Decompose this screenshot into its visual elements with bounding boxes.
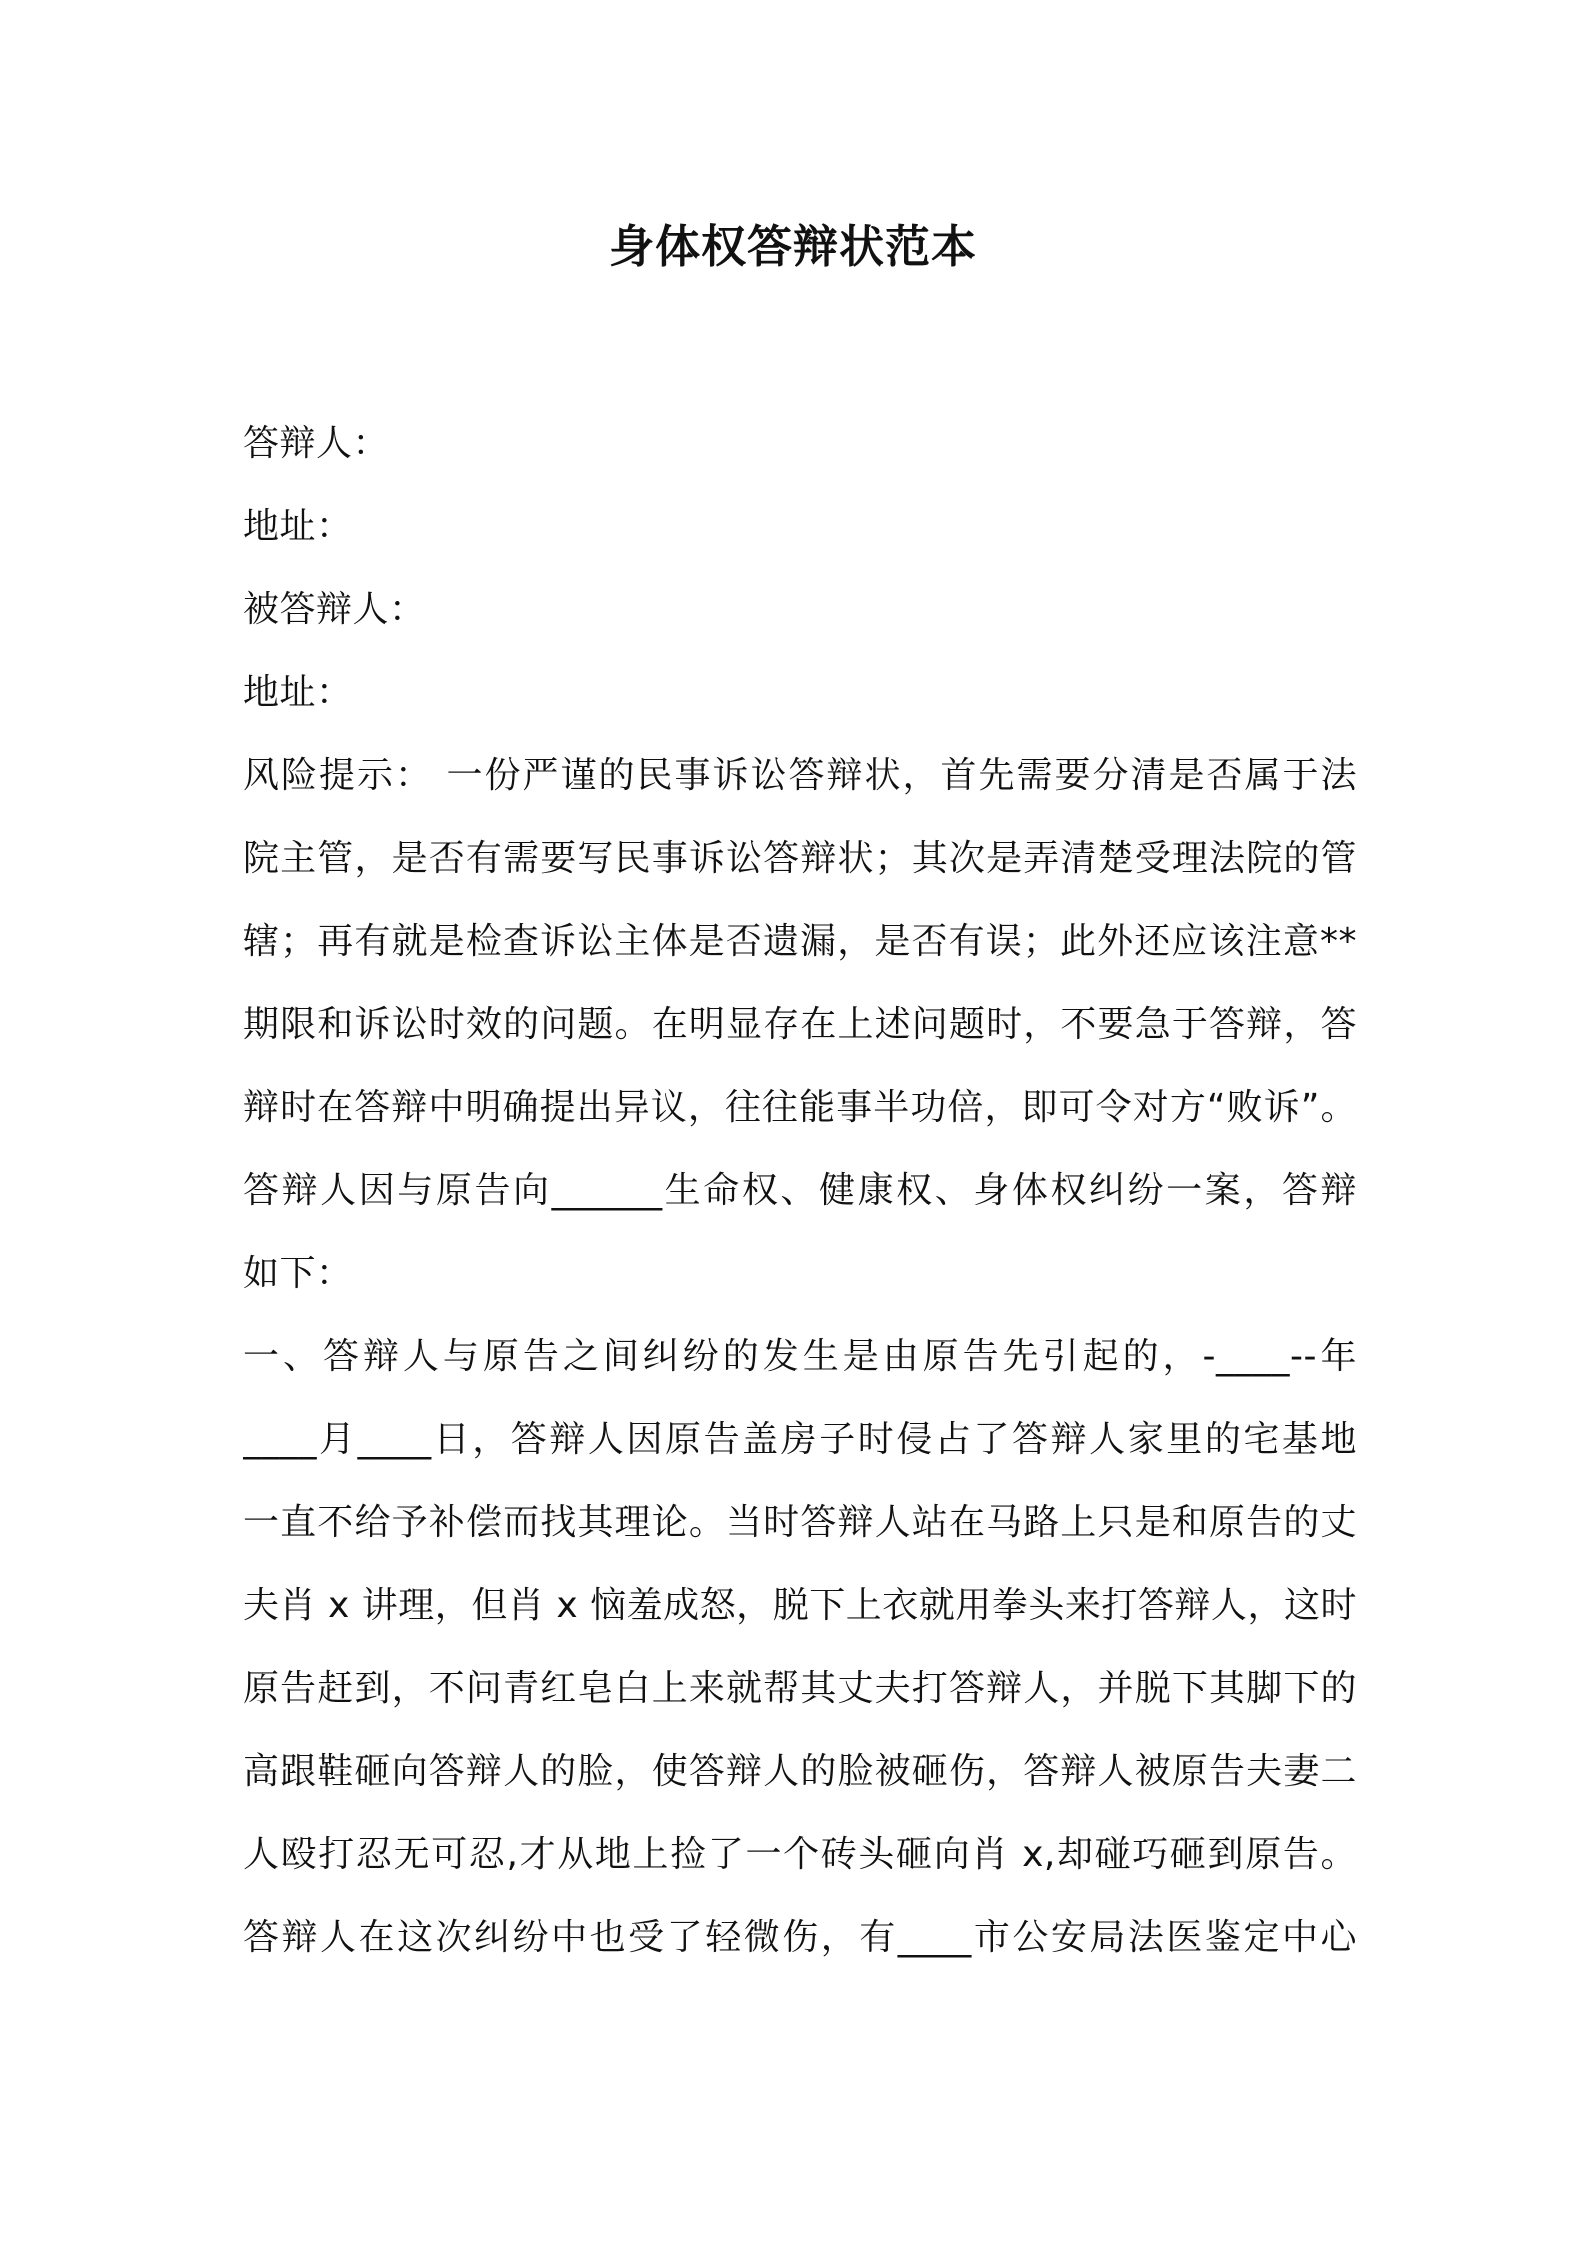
paragraph-line: 一直不给予补偿而找其理论。当时答辩人站在马路上只是和原告的丈: [243, 1502, 1357, 1543]
document-body: [243, 402, 1357, 1979]
document-title: 身体权答辩状范本: [608, 220, 977, 273]
risk-notice-line: 辩时在答辩中明确提出异议，往往能事半功倍，即可令对方“败诉”。: [243, 1087, 1357, 1128]
risk-notice-line: 风险提示： 一份严谨的民事诉讼答辩状，首先需要分清是否属于法: [243, 755, 1357, 796]
paragraph-line: ____月____日，答辩人因原告盖房子时侵占了答辩人家里的宅基地: [243, 1419, 1357, 1460]
risk-notice-line: 辖；再有就是检查诉讼主体是否遗漏，是否有误；此外还应该注意**: [243, 921, 1357, 962]
paragraph-line: 答辩人在这次纠纷中也受了轻微伤，有____市公安局法医鉴定中心: [243, 1917, 1357, 1958]
paragraph-line: 一、答辩人与原告之间纠纷的发生是由原告先引起的，-____--年: [243, 1336, 1357, 1377]
defendant-address-label: 地址：: [243, 506, 353, 547]
paragraph-line: 高跟鞋砸向答辩人的脸，使答辩人的脸被砸伤，答辩人被原告夫妻二: [243, 1751, 1357, 1792]
intro-line: 如下：: [243, 1253, 353, 1294]
paragraph-line: 原告赶到，不问青红皂白上来就帮其丈夫打答辩人，并脱下其脚下的: [243, 1668, 1357, 1709]
defendant-label: 答辩人：: [243, 423, 390, 464]
risk-notice-line: 期限和诉讼时效的问题。在明显存在上述问题时，不要急于答辩，答: [243, 1004, 1357, 1045]
risk-notice-line: 院主管，是否有需要写民事诉讼答辩状；其次是弄清楚受理法院的管: [243, 838, 1357, 879]
paragraph-line: 人殴打忍无可忍,才从地上捡了一个砖头砸向肖 x,却碰巧砸到原告。: [243, 1834, 1357, 1875]
respondent-address-label: 地址：: [243, 672, 353, 713]
paragraph-line: 夫肖 x 讲理，但肖 x 恼羞成怒，脱下上衣就用拳头来打答辩人，这时: [243, 1585, 1357, 1626]
intro-line: 答辩人因与原告向______生命权、健康权、身体权纠纷一案，答辩: [243, 1170, 1357, 1211]
respondent-label: 被答辩人：: [243, 589, 426, 630]
